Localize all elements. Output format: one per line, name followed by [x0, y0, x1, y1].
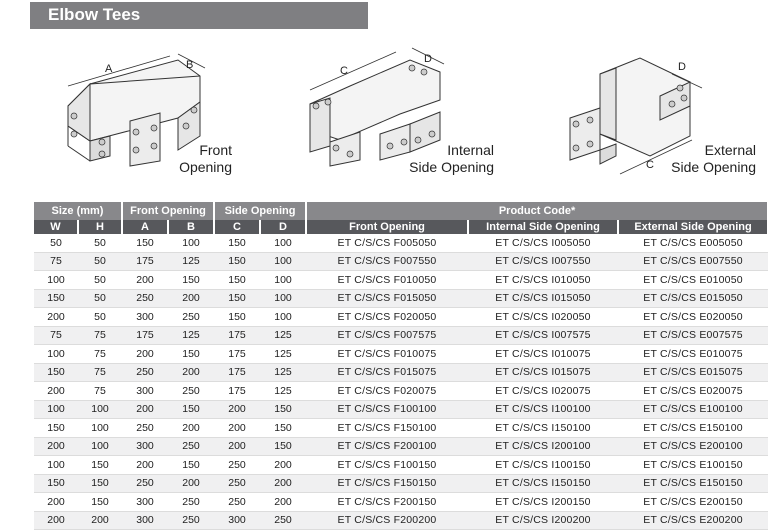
dimension-a-label: A	[105, 63, 113, 75]
cell-front-code: ET C/S/CS F200200	[306, 511, 468, 530]
cell-external-code: ET C/S/CS E007550	[618, 252, 768, 271]
cell-h: 50	[78, 271, 122, 290]
cell-w: 100	[34, 271, 78, 290]
cell-front-code: ET C/S/CS F005050	[306, 234, 468, 252]
section-title-bar	[30, 2, 368, 29]
cell-w: 150	[34, 289, 78, 308]
cell-front-code: ET C/S/CS F007550	[306, 252, 468, 271]
table-group-header-row	[34, 202, 768, 220]
cell-internal-code: ET C/S/CS I100150	[468, 456, 618, 475]
cell-front-code: ET C/S/CS F200100	[306, 437, 468, 456]
cell-d: 200	[260, 493, 306, 512]
cell-b: 250	[168, 437, 214, 456]
cell-front-code: ET C/S/CS F150150	[306, 474, 468, 493]
cell-h: 75	[78, 326, 122, 345]
cell-c: 150	[214, 271, 260, 290]
cell-front-code: ET C/S/CS F010050	[306, 271, 468, 290]
cell-h: 50	[78, 289, 122, 308]
column-header-b: B	[168, 220, 214, 234]
column-header-c: C	[214, 220, 260, 234]
cell-b: 250	[168, 511, 214, 530]
cell-front-code: ET C/S/CS F015075	[306, 363, 468, 382]
cell-external-code: ET C/S/CS E010050	[618, 271, 768, 290]
cell-d: 100	[260, 234, 306, 252]
cell-c: 200	[214, 419, 260, 438]
cell-a: 200	[122, 400, 168, 419]
cell-d: 100	[260, 252, 306, 271]
table-row	[34, 474, 768, 493]
column-header-w: W	[34, 220, 78, 234]
table-row	[34, 289, 768, 308]
cell-internal-code: ET C/S/CS I015050	[468, 289, 618, 308]
cell-internal-code: ET C/S/CS I200150	[468, 493, 618, 512]
cell-internal-code: ET C/S/CS I020050	[468, 308, 618, 327]
front-opening-caption	[160, 142, 232, 176]
cell-internal-code: ET C/S/CS I007575	[468, 326, 618, 345]
cell-a: 200	[122, 271, 168, 290]
cell-internal-code: ET C/S/CS I200200	[468, 511, 618, 530]
cell-a: 250	[122, 363, 168, 382]
cell-w: 50	[34, 234, 78, 252]
cell-c: 250	[214, 474, 260, 493]
external-side-opening-caption	[660, 142, 756, 176]
cell-w: 200	[34, 511, 78, 530]
cell-h: 50	[78, 308, 122, 327]
cell-b: 200	[168, 474, 214, 493]
cell-c: 250	[214, 493, 260, 512]
cell-front-code: ET C/S/CS F150100	[306, 419, 468, 438]
cell-external-code: ET C/S/CS E100100	[618, 400, 768, 419]
cell-h: 50	[78, 234, 122, 252]
cell-front-code: ET C/S/CS F020050	[306, 308, 468, 327]
cell-d: 125	[260, 382, 306, 401]
cell-a: 300	[122, 437, 168, 456]
cell-c: 175	[214, 345, 260, 364]
cell-c: 175	[214, 382, 260, 401]
cell-external-code: ET C/S/CS E005050	[618, 234, 768, 252]
cell-w: 200	[34, 382, 78, 401]
table-row	[34, 234, 768, 252]
table-row	[34, 252, 768, 271]
cell-front-code: ET C/S/CS F100150	[306, 456, 468, 475]
cell-h: 75	[78, 363, 122, 382]
cell-c: 200	[214, 400, 260, 419]
cell-b: 125	[168, 326, 214, 345]
cell-h: 150	[78, 474, 122, 493]
cell-external-code: ET C/S/CS E010075	[618, 345, 768, 364]
internal-caption-line1: Internal	[447, 142, 494, 158]
external-caption-line1: External	[704, 142, 756, 158]
cell-a: 150	[122, 234, 168, 252]
cell-h: 75	[78, 345, 122, 364]
cell-b: 150	[168, 345, 214, 364]
cell-d: 150	[260, 419, 306, 438]
cell-c: 150	[214, 234, 260, 252]
table-row	[34, 419, 768, 438]
table-row	[34, 271, 768, 290]
table-row	[34, 382, 768, 401]
cell-w: 100	[34, 400, 78, 419]
cell-external-code: ET C/S/CS E020075	[618, 382, 768, 401]
cell-w: 200	[34, 308, 78, 327]
group-header-size: Size (mm)	[34, 202, 122, 220]
external-caption-line2: Side Opening	[671, 159, 756, 175]
cell-front-code: ET C/S/CS F010075	[306, 345, 468, 364]
cell-c: 175	[214, 363, 260, 382]
cell-internal-code: ET C/S/CS I200100	[468, 437, 618, 456]
cell-w: 150	[34, 419, 78, 438]
table-row	[34, 345, 768, 364]
cell-w: 150	[34, 363, 78, 382]
cell-internal-code: ET C/S/CS I010075	[468, 345, 618, 364]
table-row	[34, 456, 768, 475]
table-row	[34, 493, 768, 512]
cell-d: 200	[260, 456, 306, 475]
cell-w: 200	[34, 437, 78, 456]
cell-external-code: ET C/S/CS E100150	[618, 456, 768, 475]
cell-h: 150	[78, 456, 122, 475]
column-header-internal-side-opening: Internal Side Opening	[468, 220, 618, 234]
dimension-d-label: D	[424, 53, 432, 65]
cell-internal-code: ET C/S/CS I100100	[468, 400, 618, 419]
cell-internal-code: ET C/S/CS I150150	[468, 474, 618, 493]
cell-h: 100	[78, 419, 122, 438]
cell-external-code: ET C/S/CS E200150	[618, 493, 768, 512]
front-caption-line2: Opening	[179, 159, 232, 175]
cell-a: 250	[122, 419, 168, 438]
table-body	[34, 234, 768, 530]
table-row	[34, 400, 768, 419]
cell-a: 250	[122, 289, 168, 308]
cell-front-code: ET C/S/CS F100100	[306, 400, 468, 419]
cell-d: 125	[260, 345, 306, 364]
table-row	[34, 326, 768, 345]
cell-c: 175	[214, 326, 260, 345]
cell-w: 100	[34, 345, 78, 364]
column-header-h: H	[78, 220, 122, 234]
cell-c: 150	[214, 308, 260, 327]
cell-h: 75	[78, 382, 122, 401]
cell-a: 250	[122, 474, 168, 493]
dimension-c-label: C	[340, 65, 348, 77]
dimension-b-label: B	[186, 59, 194, 71]
group-header-side-opening: Side Opening	[214, 202, 306, 220]
dimension-d-label: D	[678, 61, 686, 73]
cell-w: 75	[34, 326, 78, 345]
internal-side-opening-caption	[398, 142, 494, 176]
cell-external-code: ET C/S/CS E200100	[618, 437, 768, 456]
cell-w: 200	[34, 493, 78, 512]
table-row	[34, 437, 768, 456]
cell-c: 200	[214, 437, 260, 456]
group-header-front-opening: Front Opening	[122, 202, 214, 220]
cell-h: 50	[78, 252, 122, 271]
cell-d: 200	[260, 474, 306, 493]
cell-d: 100	[260, 289, 306, 308]
cell-internal-code: ET C/S/CS I020075	[468, 382, 618, 401]
cell-b: 200	[168, 363, 214, 382]
cell-external-code: ET C/S/CS E150100	[618, 419, 768, 438]
cell-h: 100	[78, 437, 122, 456]
cell-internal-code: ET C/S/CS I010050	[468, 271, 618, 290]
cell-internal-code: ET C/S/CS I005050	[468, 234, 618, 252]
cell-external-code: ET C/S/CS E015050	[618, 289, 768, 308]
cell-d: 125	[260, 326, 306, 345]
elbow-tee-spec-table	[34, 202, 768, 530]
cell-external-code: ET C/S/CS E020050	[618, 308, 768, 327]
cell-a: 175	[122, 252, 168, 271]
cell-w: 150	[34, 474, 78, 493]
cell-internal-code: ET C/S/CS I150100	[468, 419, 618, 438]
cell-b: 125	[168, 252, 214, 271]
cell-d: 100	[260, 271, 306, 290]
column-header-a: A	[122, 220, 168, 234]
cell-b: 250	[168, 308, 214, 327]
cell-d: 125	[260, 363, 306, 382]
cell-w: 75	[34, 252, 78, 271]
cell-b: 250	[168, 493, 214, 512]
cell-b: 150	[168, 456, 214, 475]
cell-w: 100	[34, 456, 78, 475]
table-column-header-row	[34, 220, 768, 234]
cell-front-code: ET C/S/CS F020075	[306, 382, 468, 401]
cell-external-code: ET C/S/CS E015075	[618, 363, 768, 382]
column-header-d: D	[260, 220, 306, 234]
cell-a: 300	[122, 382, 168, 401]
cell-b: 200	[168, 419, 214, 438]
cell-front-code: ET C/S/CS F015050	[306, 289, 468, 308]
table-row	[34, 308, 768, 327]
cell-external-code: ET C/S/CS E007575	[618, 326, 768, 345]
cell-h: 100	[78, 400, 122, 419]
cell-external-code: ET C/S/CS E150150	[618, 474, 768, 493]
front-caption-line1: Front	[199, 142, 232, 158]
table-row	[34, 511, 768, 530]
cell-h: 150	[78, 493, 122, 512]
cell-d: 150	[260, 400, 306, 419]
cell-b: 250	[168, 382, 214, 401]
cell-front-code: ET C/S/CS F007575	[306, 326, 468, 345]
cell-a: 300	[122, 493, 168, 512]
cell-a: 200	[122, 456, 168, 475]
cell-internal-code: ET C/S/CS I007550	[468, 252, 618, 271]
cell-c: 300	[214, 511, 260, 530]
cell-d: 150	[260, 437, 306, 456]
cell-front-code: ET C/S/CS F200150	[306, 493, 468, 512]
column-header-external-side-opening: External Side Opening	[618, 220, 768, 234]
column-header-front-opening: Front Opening	[306, 220, 468, 234]
cell-a: 300	[122, 308, 168, 327]
cell-a: 175	[122, 326, 168, 345]
cell-h: 200	[78, 511, 122, 530]
table-row	[34, 363, 768, 382]
page-title: Elbow Tees	[48, 5, 141, 24]
cell-d: 250	[260, 511, 306, 530]
cell-c: 250	[214, 456, 260, 475]
cell-external-code: ET C/S/CS E200200	[618, 511, 768, 530]
cell-c: 150	[214, 252, 260, 271]
cell-c: 150	[214, 289, 260, 308]
cell-a: 300	[122, 511, 168, 530]
cell-a: 200	[122, 345, 168, 364]
cell-d: 100	[260, 308, 306, 327]
cell-internal-code: ET C/S/CS I015075	[468, 363, 618, 382]
internal-caption-line2: Side Opening	[409, 159, 494, 175]
cell-b: 200	[168, 289, 214, 308]
cell-b: 150	[168, 400, 214, 419]
cell-b: 100	[168, 234, 214, 252]
dimension-c-label: C	[646, 159, 654, 171]
cell-b: 150	[168, 271, 214, 290]
group-header-product-code: Product Code*	[306, 202, 768, 220]
